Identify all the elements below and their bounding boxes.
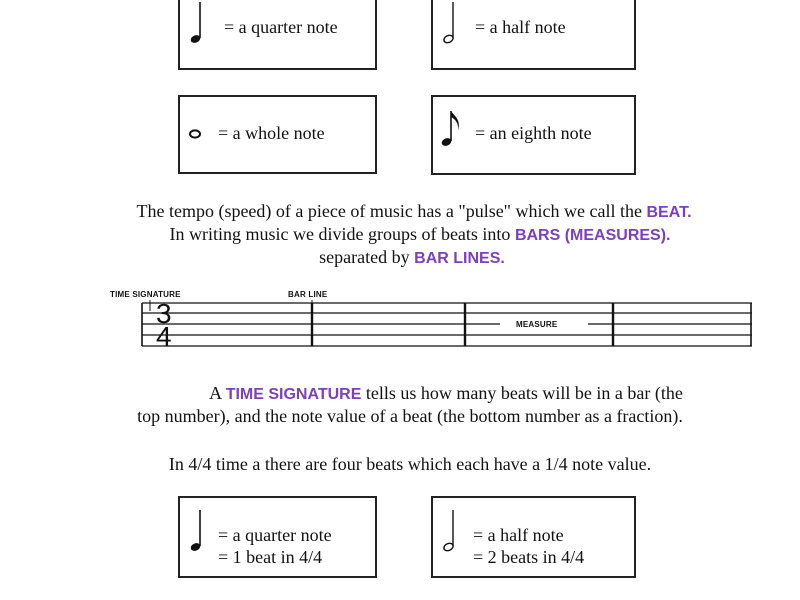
time-signature-bottom: 4 xyxy=(156,321,172,352)
time-signature-top: 3 xyxy=(156,298,172,329)
half-note-label: = a half note xyxy=(475,17,566,37)
half-note-beat-box xyxy=(431,496,636,578)
time-signature-label: TIME SIGNATURE xyxy=(110,290,181,299)
half-note-beat-label-1: = a half note xyxy=(473,525,564,545)
time-sig-line-1 xyxy=(46,382,800,406)
time-sig-line-2-text: top number), and the note value of a beat (the bottom number as a fraction). xyxy=(137,406,683,426)
quarter-note-box xyxy=(178,0,377,70)
bar-lines-keyword: BAR LINES. xyxy=(414,250,505,267)
half-note-box xyxy=(431,0,636,70)
whole-note-label: = a whole note xyxy=(218,123,325,143)
tempo-line-2-text: In writing music we divide groups of beats into xyxy=(169,224,511,244)
quarter-note-icon xyxy=(186,506,206,556)
whole-note-box xyxy=(178,95,377,174)
quarter-note-icon xyxy=(186,0,206,48)
bar-line-label: BAR LINE xyxy=(288,290,328,299)
tempo-line-2 xyxy=(20,223,800,247)
time-sig-line-1-text: tells us how many beats will be in a bar (the xyxy=(365,383,683,403)
whole-note-icon xyxy=(186,125,206,145)
half-note-icon xyxy=(439,506,459,556)
tempo-line-1 xyxy=(14,200,800,224)
music-staff xyxy=(0,295,800,365)
eighth-note-label: = an eighth note xyxy=(475,123,592,143)
half-note-icon xyxy=(439,0,459,48)
eighth-note-icon xyxy=(439,103,465,153)
time-sig-pre: A xyxy=(209,383,222,403)
time-signature-keyword: TIME SIGNATURE xyxy=(225,386,362,403)
four-four-text: In 4/4 time a there are four beats which each have a 1/4 note value. xyxy=(168,454,652,474)
quarter-note-label: = a quarter note xyxy=(224,17,338,37)
tempo-line-3 xyxy=(12,246,800,270)
bars-keyword: BARS (MEASURES). xyxy=(514,227,671,244)
four-four-sentence xyxy=(10,453,800,475)
tempo-line-3-text: separated by xyxy=(319,247,410,267)
half-note-beat-label-2: = 2 beats in 4/4 xyxy=(473,547,585,567)
quarter-note-beat-label-2: = 1 beat in 4/4 xyxy=(218,547,323,567)
eighth-note-box xyxy=(431,95,636,175)
tempo-line-1-text: The tempo (speed) of a piece of music has a "pulse" which we call the xyxy=(136,201,642,221)
time-sig-line-2 xyxy=(10,405,800,427)
quarter-note-beat-box xyxy=(178,496,377,578)
measure-label: MEASURE xyxy=(516,320,558,329)
beat-keyword: BEAT. xyxy=(646,204,692,221)
quarter-note-beat-label-1: = a quarter note xyxy=(218,525,332,545)
